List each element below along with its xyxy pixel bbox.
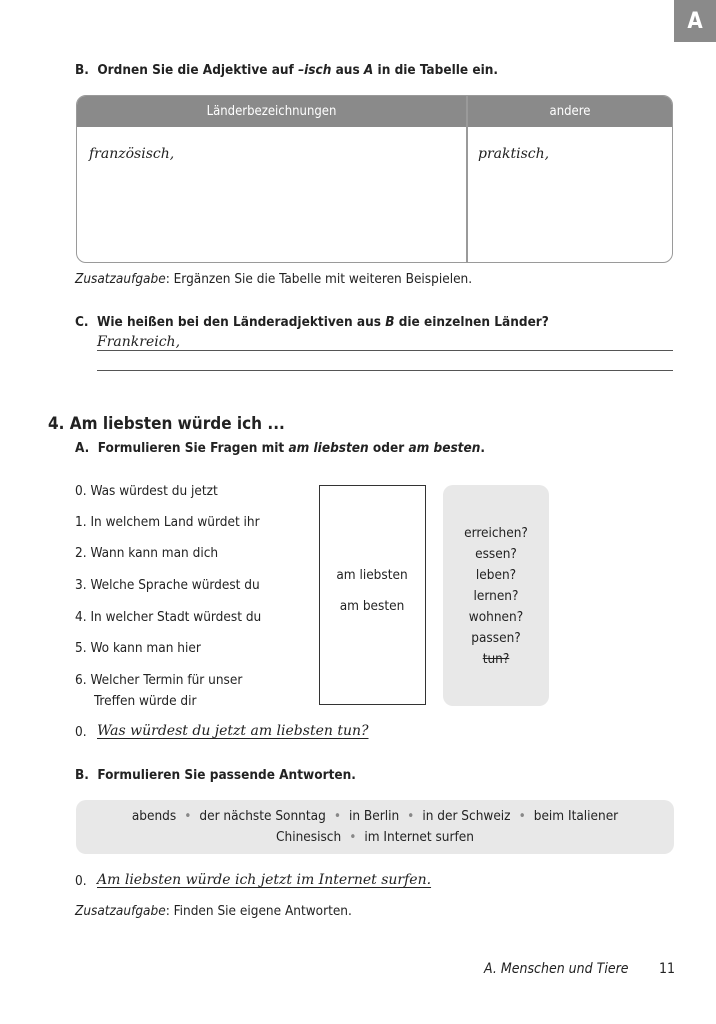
- example-0-num: 0.: [75, 724, 87, 740]
- question-item-4: 4. In welcher Stadt würdest du: [75, 609, 262, 625]
- bullet: •: [184, 808, 192, 824]
- question-item-0: 0. Was würdest du jetzt: [75, 483, 218, 499]
- answer-line-2[interactable]: [97, 370, 673, 371]
- exercise-4b-instruction: [75, 767, 356, 783]
- word-bank-line-1: [76, 808, 674, 824]
- footer-chapter: A. Menschen und Tiere: [484, 961, 629, 977]
- verb-lernen: lernen?: [473, 588, 519, 604]
- section-b-instruction: [75, 62, 498, 78]
- word-schweiz: in der Schweiz: [422, 808, 511, 824]
- instruction-text: oder: [368, 440, 409, 456]
- word-berlin: in Berlin: [348, 808, 400, 824]
- section-b-letter: B.: [75, 62, 89, 78]
- verb-options-box: [443, 485, 549, 706]
- question-item-6: 6. Welcher Termin für unser: [75, 672, 243, 688]
- section-b2-letter: B.: [75, 767, 89, 783]
- example-0-answer[interactable]: Was würdest du jetzt am liebsten tun?: [97, 723, 369, 739]
- instruction-text: .: [480, 440, 485, 456]
- chapter-tab: A: [674, 0, 716, 42]
- word-bank: [76, 800, 674, 854]
- option-am-besten: am besten: [339, 598, 405, 614]
- bullet: •: [333, 808, 341, 824]
- instruction-em: am liebsten: [288, 440, 369, 456]
- section-c-instruction: [75, 314, 549, 330]
- question-item-3: 3. Welche Sprache würdest du: [75, 577, 260, 593]
- col-header-laender: Länderbezeichnungen: [206, 104, 337, 119]
- instruction-text: in die Tabelle ein.: [373, 62, 499, 78]
- option-am-liebsten: am liebsten: [336, 567, 408, 583]
- col2-entry[interactable]: praktisch,: [478, 146, 550, 162]
- col-header-andere: andere: [549, 104, 591, 119]
- instruction-text: Wie heißen bei den Länderadjektiven aus: [96, 314, 386, 330]
- question-item-6-cont: Treffen würde dir: [94, 693, 197, 709]
- word-sonntag: der nächste Sonntag: [199, 808, 326, 824]
- instruction-em: A: [363, 62, 374, 78]
- instruction-text: aus: [331, 62, 364, 78]
- instruction-text: die einzelnen Länder?: [394, 314, 549, 330]
- verb-wohnen: wohnen?: [468, 609, 524, 625]
- word-italiener: beim Italiener: [533, 808, 619, 824]
- answer-line-1[interactable]: [97, 350, 673, 351]
- table-header: [77, 96, 672, 127]
- word-internet: im Internet surfen: [364, 829, 474, 845]
- exercise-4a-instruction: [75, 440, 485, 456]
- instruction-text: Formulieren Sie Fragen mit: [97, 440, 289, 456]
- section-c-answer[interactable]: Frankreich,: [97, 334, 181, 350]
- verb-erreichen: erreichen?: [464, 525, 528, 541]
- zusatz-label: Zusatzaufgabe: [75, 271, 166, 287]
- bullet: •: [407, 808, 415, 824]
- verb-tun-struck: tun?: [482, 651, 510, 667]
- zusatz-4: [75, 903, 352, 919]
- bullet: •: [349, 829, 357, 845]
- example-b-num: 0.: [75, 873, 87, 889]
- question-item-1: 1. In welchem Land würdet ihr: [75, 514, 260, 530]
- exercise-4-title: 4. Am liebsten würde ich ...: [48, 414, 285, 434]
- section-a-letter: A.: [75, 440, 90, 456]
- verb-essen: essen?: [475, 546, 517, 562]
- instruction-text: Formulieren Sie passende Antworten.: [97, 767, 356, 783]
- instruction-em: am besten: [408, 440, 481, 456]
- question-item-5: 5. Wo kann man hier: [75, 640, 201, 656]
- word-bank-line-2: [76, 829, 674, 845]
- classification-table: [76, 95, 673, 263]
- page-number: 11: [659, 961, 676, 977]
- example-b-answer[interactable]: Am liebsten würde ich jetzt im Internet surfen.: [97, 872, 432, 888]
- verb-leben: leben?: [475, 567, 517, 583]
- verb-passen: passen?: [471, 630, 521, 646]
- zusatz-b: [75, 271, 472, 287]
- instruction-text: Ordnen Sie die Adjektive auf: [97, 62, 299, 78]
- zusatz-text: : Ergänzen Sie die Tabelle mit weiteren Beispielen.: [165, 271, 473, 287]
- column-divider: [466, 96, 468, 262]
- section-c-letter: C.: [75, 314, 89, 330]
- question-item-2: 2. Wann kann man dich: [75, 545, 219, 561]
- instruction-em: –isch: [298, 62, 332, 78]
- zusatz-text: : Finden Sie eigene Antworten.: [165, 903, 352, 919]
- instruction-em: B: [385, 314, 395, 330]
- col1-entry[interactable]: französisch,: [89, 146, 175, 162]
- bullet: •: [518, 808, 526, 824]
- adverb-options-box: [319, 485, 426, 705]
- word-abends: abends: [131, 808, 177, 824]
- zusatz-label: Zusatzaufgabe: [75, 903, 166, 919]
- word-chinesisch: Chinesisch: [276, 829, 342, 845]
